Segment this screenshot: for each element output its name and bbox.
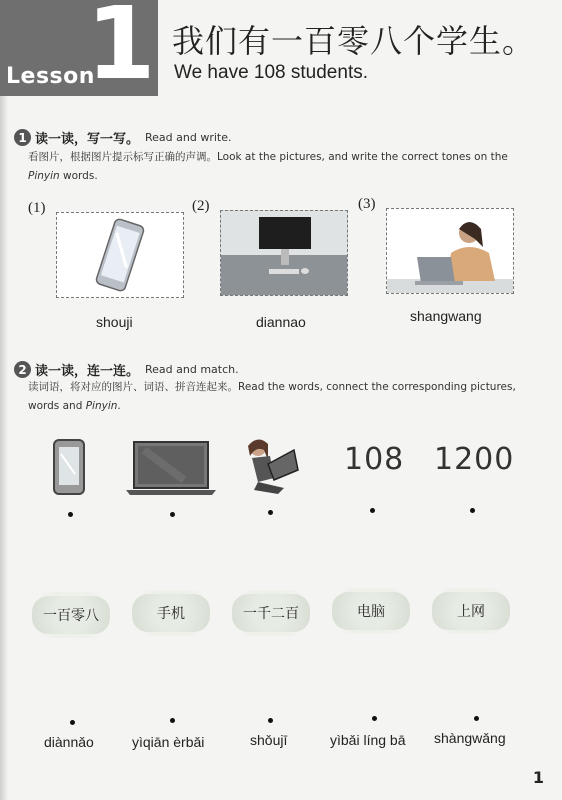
item3-label: (3) xyxy=(358,196,376,212)
pinyin-option-3: shǒujī xyxy=(250,732,288,748)
match-dot-pinyin-1[interactable] xyxy=(70,720,75,725)
item3-pinyin: shangwang xyxy=(410,308,482,324)
number-108: 108 xyxy=(344,442,405,477)
section1-title-english: Read and write. xyxy=(145,131,232,144)
girl-using-laptop-icon xyxy=(240,436,300,498)
word-card-1-text: 一百零八 xyxy=(43,608,99,624)
match-dot-picture-2[interactable] xyxy=(170,512,175,517)
lesson-badge xyxy=(0,0,158,96)
section2-instr-pinyin-word: Pinyin xyxy=(85,400,118,412)
pinyin-option-4: yìbǎi líng bā xyxy=(330,732,406,748)
word-card-5 xyxy=(432,592,510,630)
section2-instr-english-a: Read the words, connect the corresponding pictures, words and xyxy=(28,381,516,412)
lesson-title-english: We have 108 students. xyxy=(174,62,368,83)
item2-pinyin: diannao xyxy=(256,314,306,330)
page-spine-shadow xyxy=(0,0,8,800)
match-dot-picture-3[interactable] xyxy=(268,510,273,515)
word-card-4-text: 电脑 xyxy=(357,604,385,620)
section1-number-badge: 1 xyxy=(14,129,31,146)
section1-instr-english-b: words. xyxy=(59,170,98,182)
match-dot-pinyin-4[interactable] xyxy=(372,716,377,721)
section1-title-chinese: 读一读，写一写。 xyxy=(35,132,140,147)
laptop-icon xyxy=(124,440,218,496)
lesson-title-chinese: 我们有一百零八个学生。 xyxy=(172,22,536,60)
section2-instructions xyxy=(28,378,528,416)
section1-heading xyxy=(14,128,232,147)
mobile-phone-icon xyxy=(50,438,90,498)
word-card-2-text: 手机 xyxy=(157,606,185,622)
pinyin-option-1: diànnǎo xyxy=(44,734,94,750)
desktop-computer-icon xyxy=(221,211,347,295)
section1-instr-pinyin-word: Pinyin xyxy=(28,170,60,182)
pinyin-option-5: shàngwǎng xyxy=(434,730,506,746)
word-card-4 xyxy=(332,592,410,630)
lesson-number: 1 xyxy=(86,0,156,96)
word-card-5-text: 上网 xyxy=(457,604,485,620)
page-number: 1 xyxy=(532,768,544,787)
item2-label: (2) xyxy=(192,198,210,214)
item3-picture-box xyxy=(386,208,514,294)
word-card-3 xyxy=(232,594,310,632)
match-dot-picture-4[interactable] xyxy=(370,508,375,513)
match-dot-picture-1[interactable] xyxy=(68,512,73,517)
section2-title-chinese: 读一读，连一连。 xyxy=(35,364,140,379)
match-dot-pinyin-5[interactable] xyxy=(474,716,479,721)
lesson-label: Lesson xyxy=(6,64,95,89)
section1-instr-chinese: 看图片，根据图片提示标写正确的声调。 xyxy=(28,151,217,163)
match-dot-pinyin-2[interactable] xyxy=(170,718,175,723)
match-dot-pinyin-3[interactable] xyxy=(268,718,273,723)
number-1200: 1200 xyxy=(434,442,515,477)
section2-title-english: Read and match. xyxy=(145,363,239,376)
section1-instr-english-a: Look at the pictures, and write the correct tones on the xyxy=(217,151,508,163)
word-card-2 xyxy=(132,594,210,632)
section2-heading xyxy=(14,360,239,379)
section2-instr-english-b: . xyxy=(117,400,121,412)
word-card-1 xyxy=(32,596,110,634)
item1-picture-box xyxy=(56,212,184,298)
item2-picture-box xyxy=(220,210,348,296)
section1-instructions xyxy=(28,148,528,186)
item1-pinyin: shouji xyxy=(96,314,133,330)
pinyin-option-2: yìqiān èrbǎi xyxy=(132,734,205,750)
section2-instr-chinese: 读词语，将对应的图片、词语、拼音连起来。 xyxy=(28,381,238,393)
smartphone-icon xyxy=(57,213,183,297)
item1-label: (1) xyxy=(28,200,46,216)
woman-laptop-icon xyxy=(387,209,513,293)
section2-number-badge: 2 xyxy=(14,361,31,378)
word-card-3-text: 一千二百 xyxy=(243,606,299,622)
match-dot-picture-5[interactable] xyxy=(470,508,475,513)
